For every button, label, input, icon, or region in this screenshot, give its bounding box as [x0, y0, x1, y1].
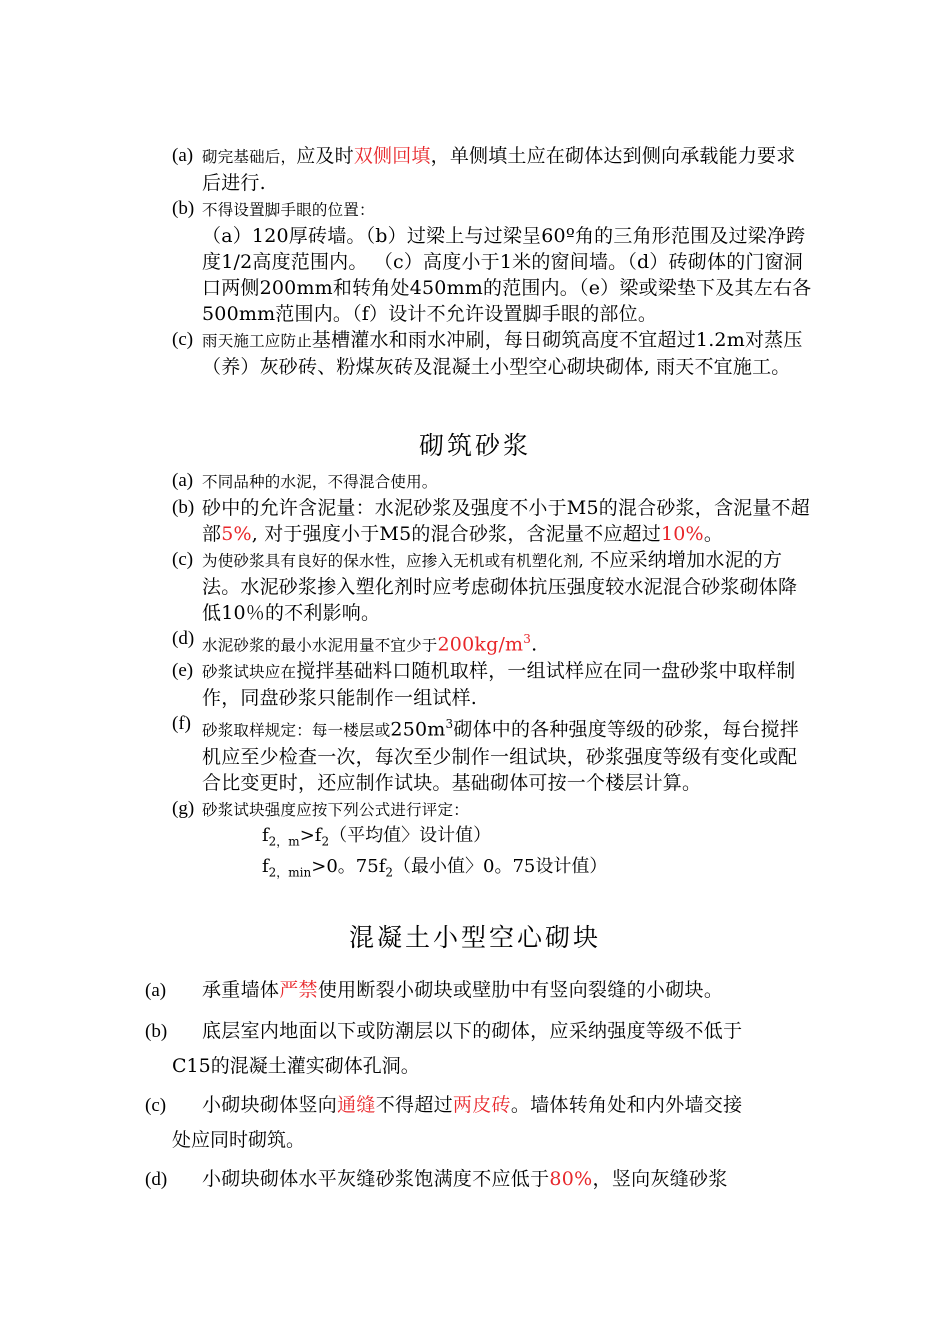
highlight-text: 5% [221, 523, 252, 545]
item-text-continued: 处应同时砌筑。 [172, 1129, 306, 1151]
list-item [0, 796, 950, 823]
list-item [0, 973, 950, 1008]
item-text: 砂浆取样规定：每一楼层或$250m^3$砌体中的各种强度等级的砂浆，每台搅拌机应至少检查一次，每次至少制作一组试块，砂浆强度等级有变化或配合比变更时，还应制作试块。基础砌体可按一个楼层计算。 [202, 717, 799, 794]
section-hollow-block [0, 973, 950, 1197]
highlight-text: 80% [549, 1168, 593, 1190]
item-label: (a) [145, 980, 167, 1001]
item-text: 砂浆试块强度应按下列公式进行评定： [202, 800, 469, 819]
highlight-text: 严禁 [279, 979, 318, 1001]
item-label: (a) [172, 470, 194, 491]
item-text-continued: C15的混凝土灌实砌体孔洞。 [172, 1055, 420, 1077]
item-label: (e) [172, 660, 194, 682]
list-item [0, 495, 950, 547]
item-label: (c) [172, 549, 194, 570]
item-label: (g) [172, 797, 195, 819]
item-label: (b) [172, 198, 195, 219]
item-text: 为使砂浆具有良好的保水性，应掺入无机或有机塑化剂, 不应采纳增加水泥的方法。水泥砂浆掺入塑化剂时应考虑砌体抗压强度较水泥混合砂浆砌体降低10％的不利影响。 [202, 549, 798, 624]
section-mortar [0, 468, 950, 886]
highlight-text: 10% [660, 523, 704, 545]
section-heading-mortar: 砌筑砂浆 [418, 431, 531, 460]
list-item [0, 658, 950, 711]
list-item [0, 196, 950, 327]
list-item [0, 327, 950, 380]
item-text: 砂中的允许含泥量：水泥砂浆及强度不小于M5的混合砂浆，含泥量不超部5%, 对于强度小于M5的混合砂浆，含泥量不应超过10%。 [202, 497, 810, 545]
item-text: 承重墙体严禁使用断裂小砌块或壁肋中有竖向裂缝的小砌块。 [202, 979, 724, 1001]
highlight-text: 双侧回填 [353, 145, 431, 167]
list-item [0, 468, 950, 495]
list-item [0, 547, 950, 626]
item-label: (c) [172, 329, 194, 350]
item-text: 砂浆试块应在搅拌基础料口随机取样，一组试样应在同一盘砂浆中取样制作，同盘砂浆只能制作一组试样. [202, 660, 796, 710]
section-heading-block: 混凝土小型空心砌块 [348, 923, 601, 952]
item-label: (d) [172, 628, 195, 649]
item-label: (f) [172, 713, 191, 735]
item-label: (c) [145, 1095, 167, 1116]
item-text: 雨天施工应防止基槽灌水和雨水冲刷，每日砌筑高度不宜超过1.2m对蒸压（养）灰砂砖、粉煤灰砖及混凝土小型空心砌块砌体, 雨天不宜施工。 [202, 329, 803, 378]
formula-minimum: $f_{2,min}>0$。$75f_2$（最小值〉0。75设计值） [262, 856, 608, 880]
item-text: 底层室内地面以下或防潮层以下的砌体，应采纳强度等级不低于 [202, 1020, 743, 1042]
item-text: 水泥砂浆的最小水泥用量不宜少于$200kg/m^3$. [202, 632, 538, 656]
item-label: (d) [145, 1169, 168, 1190]
list-item [0, 1088, 950, 1123]
highlight-text: 两皮砖 [452, 1094, 511, 1116]
item-text: 砌完基础后，应及时双侧回填，单侧填土应在砌体达到侧向承载能力要求后进行. [202, 145, 796, 194]
item-label: (b) [172, 497, 195, 518]
item-text: 不同品种的水泥，不得混合使用。 [202, 473, 438, 491]
list-item [0, 1014, 950, 1049]
formula-average: $f_{2,m}>f_2$（平均值〉设计值） [262, 824, 492, 849]
item-text: 小砌块砌体竖向通缝不得超过两皮砖。墙体转角处和内外墙交接 [202, 1094, 743, 1116]
item-label: (a) [172, 145, 194, 166]
list-item [0, 143, 950, 196]
highlight-text: 200kg/m [437, 633, 524, 656]
item-text: 小砌块砌体水平灰缝砂浆饱满度不应低于80%，竖向灰缝砂浆 [202, 1168, 728, 1190]
section-masonry-notes [0, 143, 950, 380]
list-item [0, 711, 950, 795]
list-item [0, 626, 950, 658]
item-text: 不得设置脚手眼的位置： （a）120厚砖墙。（b）过梁上与过梁呈60º角的三角形范围及过梁净跨度1/2高度范围内。 （c）高度小于1米的窗间墙。（d）砖砌体的门窗洞口两侧200mm和转角处450mm的范围内。（e）梁或梁垫下及其左右各500mm范围内。（f）设计不允许设置脚手眼的部位。 [202, 201, 812, 325]
item-label: (b) [145, 1021, 168, 1042]
list-item [0, 1162, 950, 1197]
highlight-text: 通缝 [337, 1094, 376, 1116]
